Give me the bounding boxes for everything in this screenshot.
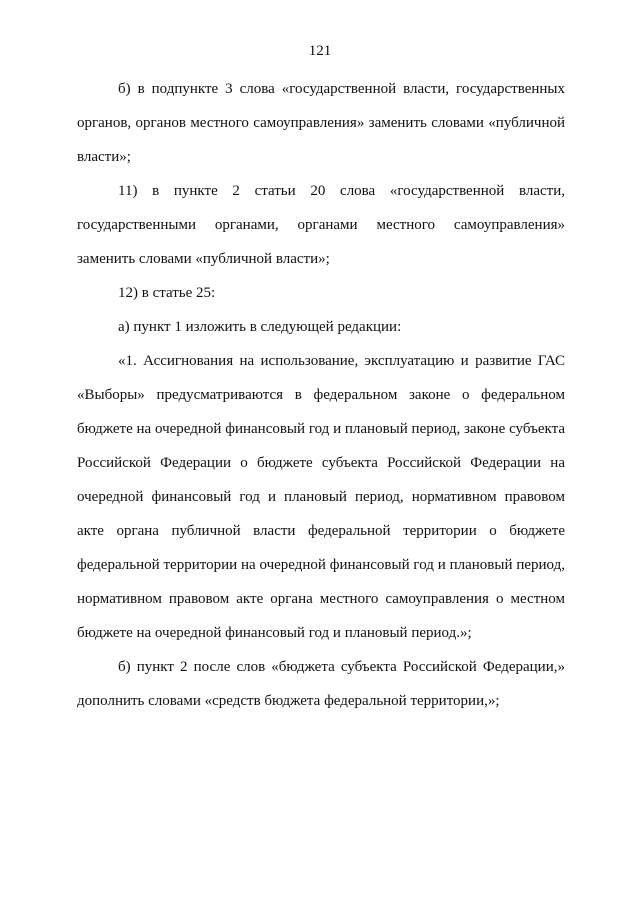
- paragraph-item-11: 11) в пункте 2 статьи 20 слова «государственной власти, государственными органами, органами местного самоуправления» заменить словами «публичной власти»;: [77, 183, 565, 267]
- paragraph-subitem-b-point-2: б) пункт 2 после слов «бюджета субъекта Российской Федерации,» дополнить словами «средств бюджета федеральной территории,»;: [77, 659, 565, 709]
- paragraph-subitem-b-subpoint-3: б) в подпункте 3 слова «государственной власти, государственных органов, органов местного самоуправления» заменить словами «публичной власти»;: [77, 81, 565, 165]
- document-body: [77, 72, 565, 718]
- paragraph-item-12: 12) в статье 25:: [118, 285, 216, 301]
- page-number: 121: [308, 43, 332, 59]
- paragraph-subitem-a: а) пункт 1 изложить в следующей редакции:: [118, 319, 402, 335]
- paragraph-quoted-point-1: «1. Ассигнования на использование, эксплуатацию и развитие ГАС «Выборы» предусматриваются в федеральном законе о федеральном бюджете на очередной финансовый год и плановый период, законе субъекта Российской Федерации о бюджете субъекта Российской Федерации на очередной финансовый год и плановый период, нормативном правовом акте органа публичной власти федеральной территории о бюджете федеральной территории на очередной финансовый год и плановый период, нормативном правовом акте органа местного самоуправления о местном бюджете на очередной финансовый год и плановый период.»;: [77, 353, 565, 641]
